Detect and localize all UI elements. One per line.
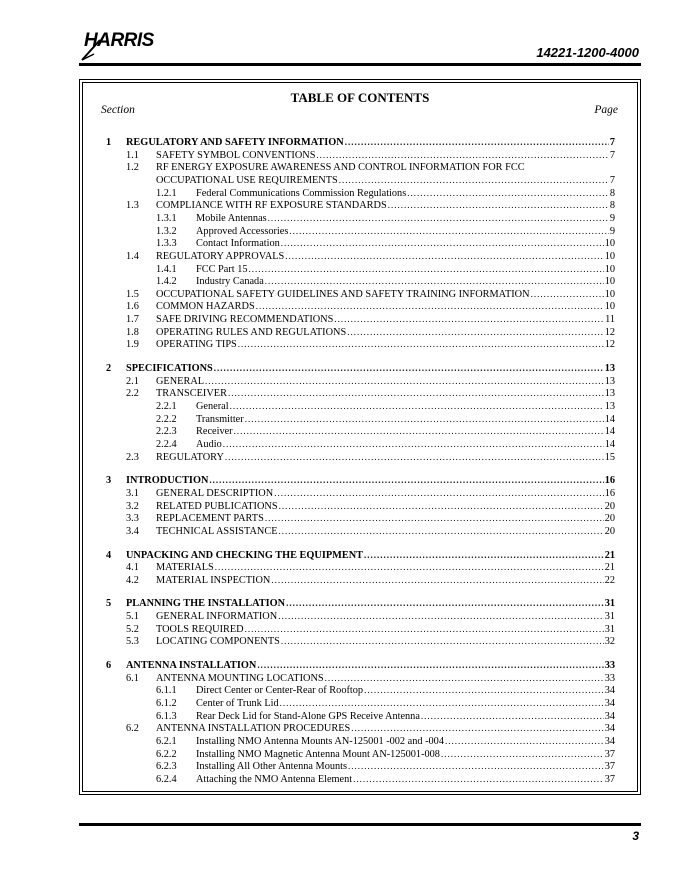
toc-entry-page: 33 xyxy=(604,672,615,684)
toc-leader-dots xyxy=(339,174,609,187)
toc-entry-number: 4 xyxy=(106,549,112,561)
toc-entry[interactable] xyxy=(126,288,615,301)
toc-entry[interactable] xyxy=(156,225,615,238)
toc-entry-page: 20 xyxy=(604,500,615,512)
toc-entry-title: OPERATING RULES AND REGULATIONS xyxy=(156,326,347,338)
toc-entry[interactable] xyxy=(126,672,615,685)
toc-entry-title: MATERIAL INSPECTION xyxy=(156,574,271,586)
toc-leader-dots xyxy=(234,425,604,438)
toc-entry[interactable] xyxy=(156,237,615,250)
toc-entry-page: 37 xyxy=(604,748,615,760)
logo-text: HARRIS xyxy=(84,30,154,51)
toc-entry-title: Approved Accessories xyxy=(196,225,289,237)
toc-entry-title: TOOLS REQUIRED xyxy=(156,623,244,635)
toc-leader-dots xyxy=(245,623,604,636)
toc-leader-dots xyxy=(223,438,604,451)
toc-entry-title: Audio xyxy=(196,438,222,450)
toc-leader-dots xyxy=(205,375,604,388)
toc-leader-dots xyxy=(225,451,604,464)
toc-leader-dots xyxy=(445,735,604,748)
toc-entry-title: LOCATING COMPONENTS xyxy=(156,636,280,648)
toc-leader-dots xyxy=(421,710,604,723)
toc-entry-page: 11 xyxy=(605,314,615,326)
toc-entry-title: ANTENNA INSTALLATION PROCEDURES xyxy=(156,723,351,735)
toc-leader-dots xyxy=(351,722,603,735)
toc-entry-number: 6.2 xyxy=(126,723,139,735)
toc-leader-dots xyxy=(215,561,604,574)
toc-entry-title: TECHNICAL ASSISTANCE xyxy=(156,525,278,537)
toc-entry[interactable] xyxy=(126,487,615,500)
toc-leader-dots xyxy=(285,250,603,263)
toc-entry-title: Receiver xyxy=(196,426,233,438)
toc-entry-title: GENERAL INFORMATION xyxy=(156,611,278,623)
toc-leader-dots xyxy=(316,149,608,162)
toc-entry-number: 1.2.1 xyxy=(156,187,177,199)
toc-entry-number: 1 xyxy=(106,137,112,148)
toc-entry[interactable] xyxy=(126,250,615,263)
toc-leader-dots xyxy=(245,413,604,426)
toc-entry-number: 5 xyxy=(106,598,112,610)
toc-entry-title: Transmitter xyxy=(196,413,244,425)
toc-entry-page: 33 xyxy=(604,660,615,672)
toc-entry-number: 2.3 xyxy=(126,451,139,463)
toc-entry-number: 1.1 xyxy=(126,149,139,161)
toc-leader-dots xyxy=(271,574,603,587)
toc-entry-title: INTRODUCTION xyxy=(126,475,209,487)
toc-entry-page: 22 xyxy=(604,574,615,586)
harris-logo xyxy=(80,30,184,64)
toc-entry[interactable] xyxy=(156,263,615,276)
toc-entry[interactable] xyxy=(156,187,615,200)
toc-entry-number: 6.1.2 xyxy=(156,698,177,709)
toc-entry[interactable] xyxy=(156,748,615,761)
toc-leader-dots xyxy=(228,387,604,400)
toc-entry[interactable] xyxy=(126,722,615,735)
toc-entry-number: 6.2.3 xyxy=(156,761,177,773)
toc-leader-dots xyxy=(407,187,609,200)
toc-entry[interactable] xyxy=(106,136,615,149)
page-column-label: Page xyxy=(594,104,618,116)
toc-entry-number: 6.2.1 xyxy=(156,735,177,747)
toc-entry-number: 6 xyxy=(106,660,112,672)
toc-entry[interactable] xyxy=(126,561,615,574)
toc-entry-title: RELATED PUBLICATIONS xyxy=(156,500,278,512)
toc-entry-number: 2.2.3 xyxy=(156,426,177,438)
toc-entry-title: MATERIALS xyxy=(156,562,214,574)
toc-entry[interactable] xyxy=(126,161,615,174)
toc-entry-page: 7 xyxy=(609,174,615,186)
toc-entry-page: 13 xyxy=(604,388,615,400)
toc-entry-page: 13 xyxy=(604,401,615,412)
toc-leader-dots xyxy=(388,199,609,212)
toc-leader-dots xyxy=(265,275,604,288)
toc-leader-dots xyxy=(281,237,604,250)
toc-entry[interactable] xyxy=(156,760,615,773)
toc-entry-title: UNPACKING AND CHECKING THE EQUIPMENT xyxy=(126,549,364,561)
toc-entry-page: 34 xyxy=(604,723,615,735)
toc-leader-dots xyxy=(265,512,604,525)
toc-entry-number: 3 xyxy=(106,475,112,487)
toc-entry-number: 1.4.2 xyxy=(156,276,177,288)
toc-entry-page: 12 xyxy=(604,326,615,338)
toc-entry[interactable] xyxy=(106,597,615,610)
toc-entry[interactable] xyxy=(126,326,615,339)
toc-entry-number: 1.3 xyxy=(126,200,139,212)
toc-entry[interactable] xyxy=(156,438,615,451)
toc-entry-title: ANTENNA MOUNTING LOCATIONS xyxy=(156,672,324,684)
toc-entry-page: 10 xyxy=(604,250,615,262)
toc-entry-number: 1.3.3 xyxy=(156,238,177,250)
toc-entry[interactable] xyxy=(156,684,615,697)
toc-leader-dots xyxy=(214,362,604,375)
toc-entry-title: SPECIFICATIONS xyxy=(126,363,213,375)
toc-entry-title: Center of Trunk Lid xyxy=(196,698,279,709)
toc-entry-page: 16 xyxy=(604,475,615,487)
toc-entry-page: 10 xyxy=(604,238,615,250)
toc-entry-number: 6.2.4 xyxy=(156,773,177,785)
toc-leader-dots xyxy=(348,760,604,773)
toc-entry-page: 32 xyxy=(604,636,615,648)
footer-rule xyxy=(79,823,641,826)
toc-entry[interactable] xyxy=(126,338,615,351)
toc-entry[interactable] xyxy=(126,623,615,636)
toc-entry-number: 2.1 xyxy=(126,375,139,387)
header-rule xyxy=(79,63,641,66)
toc-entry-page: 31 xyxy=(604,598,615,610)
toc-leader-dots xyxy=(280,697,604,710)
toc-entry[interactable] xyxy=(126,199,615,212)
toc-entry-page: 8 xyxy=(609,187,615,199)
toc-entry-number: 2.2.1 xyxy=(156,401,177,412)
section-column-label: Section xyxy=(101,104,135,116)
toc-entry-title: Mobile Antennas xyxy=(196,212,267,224)
toc-entry-title: Installing NMO Antenna Mounts AN-125001 -002 and -004 xyxy=(196,735,444,747)
toc-entry-number: 4.1 xyxy=(126,562,139,574)
toc-entry-title: OPERATING TIPS xyxy=(156,339,237,351)
toc-entry[interactable] xyxy=(126,525,615,538)
toc-entry[interactable] xyxy=(126,610,615,623)
toc-entry-title: PLANNING THE INSTALLATION xyxy=(126,598,286,610)
toc-entry-number: 2.2.2 xyxy=(156,413,177,425)
toc-entry-page: 34 xyxy=(604,698,615,709)
toc-entry-page: 12 xyxy=(604,339,615,351)
toc-entry-title: REPLACEMENT PARTS xyxy=(156,513,264,525)
toc-leader-dots xyxy=(257,659,603,672)
toc-entry[interactable] xyxy=(106,362,615,375)
toc-entry[interactable] xyxy=(126,313,615,326)
toc-entry-page: 16 xyxy=(604,487,615,499)
toc-entry-number: 6.1.3 xyxy=(156,710,177,722)
toc-entry-title: GENERAL xyxy=(156,375,205,387)
toc-leader-dots xyxy=(209,474,603,487)
toc-leader-dots xyxy=(347,326,603,339)
toc-entry[interactable] xyxy=(156,735,615,748)
toc-leader-dots xyxy=(353,773,604,786)
toc-leader-dots xyxy=(345,136,609,149)
toc-entry[interactable] xyxy=(126,512,615,525)
toc-entry-number: 5.1 xyxy=(126,611,139,623)
toc-entry[interactable] xyxy=(126,635,615,648)
toc-entry-title: COMPLIANCE WITH RF EXPOSURE STANDARDS xyxy=(156,200,387,212)
toc-leader-dots xyxy=(281,635,604,648)
toc-entry-title: General xyxy=(196,401,229,412)
toc-entry-title: COMMON HAZARDS xyxy=(156,301,255,313)
toc-entry-number: 2.2 xyxy=(126,388,139,400)
toc-entry-page: 15 xyxy=(604,451,615,463)
toc-entry-title: GENERAL DESCRIPTION xyxy=(156,487,274,499)
toc-entry[interactable] xyxy=(156,400,615,413)
toc-entry[interactable] xyxy=(106,549,615,562)
toc-entry-page: 21 xyxy=(604,562,615,574)
toc-leader-dots xyxy=(230,400,604,413)
toc-entry[interactable] xyxy=(126,387,615,400)
toc-entry-page: 31 xyxy=(604,611,615,623)
toc-entry-number: 1.7 xyxy=(126,314,139,326)
toc-entry-title: REGULATORY AND SAFETY INFORMATION xyxy=(126,137,344,148)
toc-entry-page: 14 xyxy=(604,426,615,438)
toc-entry-number: 1.4.1 xyxy=(156,263,177,275)
toc-entry-title: Federal Communications Commission Regulations xyxy=(196,187,407,199)
toc-entry[interactable] xyxy=(126,574,615,587)
toc-entry-page: 10 xyxy=(604,301,615,313)
toc-entry[interactable] xyxy=(156,275,615,288)
toc-entry[interactable] xyxy=(156,212,615,225)
toc-entry-number: 1.3.1 xyxy=(156,212,177,224)
toc-entry-title: Installing All Other Antenna Mounts xyxy=(196,761,348,773)
toc-entry-number: 6.1.1 xyxy=(156,685,177,697)
toc-entry-number: 1.5 xyxy=(126,288,139,300)
toc-entry-page: 14 xyxy=(604,413,615,425)
toc-entry-number: 1.9 xyxy=(126,339,139,351)
toc-entry-number: 3.4 xyxy=(126,525,139,537)
toc-entry-number: 5.3 xyxy=(126,636,139,648)
toc-entry[interactable] xyxy=(126,500,615,513)
toc-leader-dots xyxy=(278,610,604,623)
toc-leader-dots xyxy=(364,684,604,697)
toc-leader-dots xyxy=(286,597,604,610)
toc-entry-page: 9 xyxy=(609,225,615,237)
toc-entry-number: 3.1 xyxy=(126,487,139,499)
toc-entry-page: 10 xyxy=(604,288,615,300)
toc-entry-title: RF ENERGY EXPOSURE AWARENESS AND CONTROL INFORMATION FOR FCC xyxy=(156,162,525,174)
toc-entry-page: 21 xyxy=(604,549,615,561)
toc-leader-dots xyxy=(289,225,608,238)
toc-leader-dots xyxy=(274,487,604,500)
toc-entry-page: 10 xyxy=(604,263,615,275)
toc-entry-title: Contact Information xyxy=(196,238,280,250)
toc-entry[interactable] xyxy=(156,413,615,426)
toc-leader-dots xyxy=(441,748,604,761)
toc-leader-dots xyxy=(268,212,609,225)
toc-entry[interactable] xyxy=(126,451,615,464)
toc-entry[interactable] xyxy=(126,375,615,388)
toc-entry-title: REGULATORY xyxy=(156,451,224,463)
toc-title: TABLE OF CONTENTS xyxy=(290,90,430,105)
toc-entry-page: 9 xyxy=(609,212,615,224)
toc-leader-dots xyxy=(325,672,604,685)
toc-entry-page: 37 xyxy=(604,761,615,773)
toc-entry-number: 2.2.4 xyxy=(156,438,177,450)
toc-entry-page: 31 xyxy=(604,623,615,635)
toc-entry-page: 13 xyxy=(604,363,615,375)
toc-entry-title: OCCUPATIONAL USE REQUIREMENTS xyxy=(156,174,338,186)
toc-entry-title: FCC Part 15 xyxy=(196,263,248,275)
toc-leader-dots xyxy=(334,313,604,326)
toc-entry-page: 34 xyxy=(604,685,615,697)
toc-frame xyxy=(79,79,641,795)
toc-entry-number: 4.2 xyxy=(126,574,139,586)
toc-entry-number: 2 xyxy=(106,363,112,375)
toc-entry[interactable] xyxy=(156,425,615,438)
toc-entry[interactable] xyxy=(106,474,615,487)
toc-entry-number: 1.8 xyxy=(126,326,139,338)
toc-entry-page: 14 xyxy=(604,438,615,450)
toc-entry-number: 1.2 xyxy=(126,162,139,174)
toc-entry[interactable] xyxy=(126,300,615,313)
toc-entry-page: 7 xyxy=(609,149,615,161)
toc-entry-number: 1.4 xyxy=(126,250,139,262)
toc-entry-title: ANTENNA INSTALLATION xyxy=(126,660,257,672)
toc-leader-dots xyxy=(364,549,604,562)
toc-entry[interactable] xyxy=(106,659,615,672)
page-number: 3 xyxy=(632,829,639,843)
toc-entry-title: Rear Deck Lid for Stand-Alone GPS Receive Antenna xyxy=(196,710,420,722)
toc-leader-dots xyxy=(531,288,604,301)
toc-entry-page: 34 xyxy=(604,735,615,747)
toc-entry-page: 20 xyxy=(604,513,615,525)
toc-entry[interactable] xyxy=(156,710,615,723)
toc-entry-page: 37 xyxy=(604,773,615,785)
toc-entry-title: SAFETY SYMBOL CONVENTIONS xyxy=(156,149,316,161)
toc-entry[interactable] xyxy=(156,697,615,710)
toc-entry-title: REGULATORY APPROVALS xyxy=(156,250,285,262)
toc-leader-dots xyxy=(249,263,604,276)
toc-entry-title: OCCUPATIONAL SAFETY GUIDELINES AND SAFETY TRAINING INFORMATION xyxy=(156,288,530,300)
toc-entry-page: 7 xyxy=(609,137,615,148)
toc-entry-number: 6.2.2 xyxy=(156,748,177,760)
toc-entry[interactable] xyxy=(156,773,615,786)
toc-entry-number: 3.3 xyxy=(126,513,139,525)
toc-leader-dots xyxy=(238,338,604,351)
toc-entry-number: 6.1 xyxy=(126,672,139,684)
toc-entry-page: 20 xyxy=(604,525,615,537)
toc-entry-title: Direct Center or Center-Rear of Rooftop xyxy=(196,685,364,697)
toc-entry-number: 1.3.2 xyxy=(156,225,177,237)
toc-entry-page: 34 xyxy=(604,710,615,722)
toc-entry-title: TRANSCEIVER xyxy=(156,388,227,400)
toc-entry-number: 3.2 xyxy=(126,500,139,512)
toc-entry[interactable] xyxy=(126,149,615,162)
toc-entry-page: 10 xyxy=(604,276,615,288)
toc-leader-dots xyxy=(279,500,604,513)
toc-entry-title: Attaching the NMO Antenna Element xyxy=(196,773,353,785)
toc-entry-title: Industry Canada xyxy=(196,276,264,288)
toc-entry-number: 1.6 xyxy=(126,301,139,313)
toc-entry[interactable] xyxy=(126,174,615,187)
document-number: 14221-1200-4000 xyxy=(536,45,639,60)
toc-leader-dots xyxy=(256,300,604,313)
toc-entry-title: Installing NMO Magnetic Antenna Mount AN-125001-008 xyxy=(196,748,440,760)
toc-entry-number: 5.2 xyxy=(126,623,139,635)
toc-leader-dots xyxy=(279,525,604,538)
toc-entry-page: 8 xyxy=(609,200,615,212)
toc-entry-page: 13 xyxy=(604,375,615,387)
toc-entry-title: SAFE DRIVING RECOMMENDATIONS xyxy=(156,314,334,326)
